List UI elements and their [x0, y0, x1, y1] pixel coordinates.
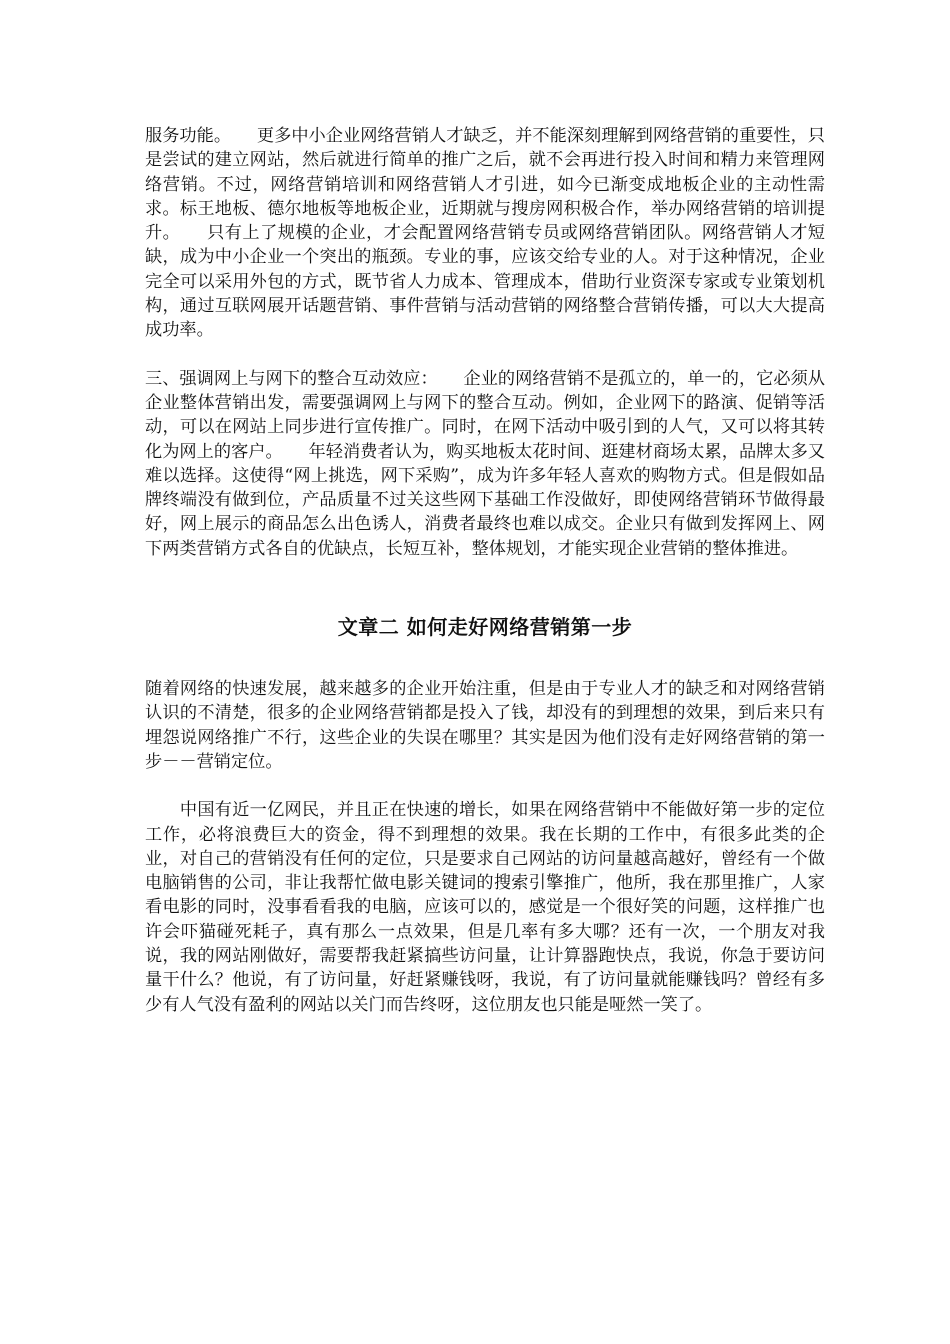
- paragraph-intro: 随着网络的快速发展，越来越多的企业开始注重，但是由于专业人才的缺乏和对网络营销认识的不清楚，很多的企业网络营销都是投入了钱，却没有的到理想的效果，到后来只有埋怨说网络推广不行，这些企业的失误在哪里？其实是因为他们没有走好网络营销的第一步－－营销定位。: [145, 679, 825, 772]
- article-heading: 文章二 如何走好网络营销第一步: [337, 615, 633, 640]
- paragraph-online-offline-integration: 三、强调网上与网下的整合互动效应： 企业的网络营销不是孤立的，单一的，它必须从企业整体营销出发，需要强调网上与网下的整合互动。例如，企业网下的路演、促销等活动，可以在网站上同步进行宣传推广。同时，在网下活动中吸引到的人气，又可以将其转化为网上的客户。 年轻消费者认为，购买地板太花时间、逛建材商场太累，品牌太多又难以选择。这使得“网上挑选，网下采购”，成为许多年轻人喜欢的购物方式。但是假如品牌终端没有做到位，产品质量不过关这些网下基础工作没做好，即使网络营销环节做得最好，网上展示的商品怎么出色诱人，消费者最终也难以成交。企业只有做到发挥网上、网下两类营销方式各自的优缺点，长短互补，整体规划，才能实现企业营销的整体推进。: [145, 368, 825, 559]
- paragraph-positioning-example: 中国有近一亿网民，并且正在快速的增长，如果在网络营销中不能做好第一步的定位工作，必将浪费巨大的资金，得不到理想的效果。我在长期的工作中，有很多此类的企业，对自己的营销没有任何的定位，只是要求自己网站的访问量越高越好，曾经有一个做电脑销售的公司，非让我帮忙做电影关键词的搜索引擎推广，他所，我在那里推广，人家看电影的同时，没事看看我的电脑，应该可以的，感觉是一个很好笑的问题，这样推广也许会吓猫碰死耗子，真有那么一点效果，但是几率有多大哪？还有一次，一个朋友对我说，我的网站刚做好，需要帮我赶紧搞些访问量，让计算器跑快点，我说，你急于要访问量干什么？他说，有了访问量，好赶紧赚钱呀，我说，有了访问量就能赚钱吗？曾经有多少有人气没有盈利的网站以关门而告终呀，这位朋友也只能是哑然一笑了。: [145, 800, 825, 1015]
- document-body: [145, 124, 825, 1017]
- paragraph-service-function: 服务功能。 更多中小企业网络营销人才缺乏，并不能深刻理解到网络营销的重要性，只是尝试的建立网站，然后就进行简单的推广之后，就不会再进行投入时间和精力来管理网络营销。不过，网络营销培训和网络营销人才引进，如今已渐变成地板企业的主动性需求。标王地板、德尔地板等地板企业，近期就与搜房网积极合作，举办网络营销的培训提升。 只有上了规模的企业，才会配置网络营销专员或网络营销团队。网络营销人才短缺，成为中小企业一个突出的瓶颈。专业的事，应该交给专业的人。对于这种情况，企业完全可以采用外包的方式，既节省人力成本、管理成本，借助行业资深专家或专业策划机构，通过互联网展开话题营销、事件营销与活动营销的网络整合营销传播，可以大大提高成功率。: [145, 126, 825, 341]
